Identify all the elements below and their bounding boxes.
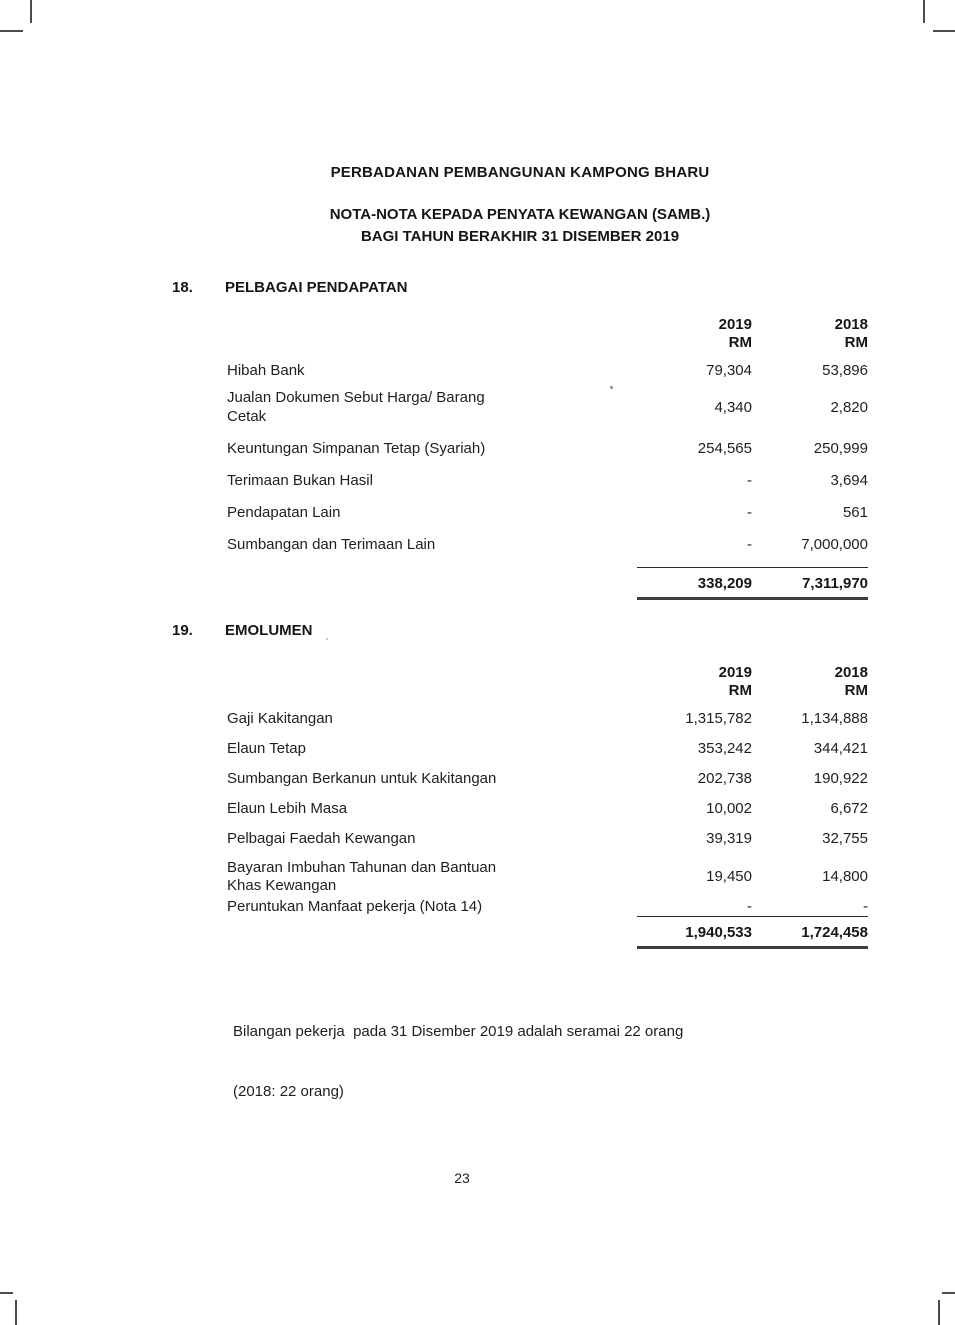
total-value-2018: 1,724,458: [801, 924, 868, 941]
section-18-number: 18.: [172, 279, 193, 296]
table-19-currency-2018: RM: [844, 682, 868, 699]
table-emolumen: [172, 664, 868, 949]
row-value-2019: 4,340: [714, 398, 752, 416]
row-value-2019: 254,565: [697, 440, 752, 457]
row-label: Pelbagai Faedah Kewangan: [227, 830, 416, 847]
scan-mark-top-right-vertical: [923, 0, 925, 23]
table-row: [172, 535, 868, 554]
scan-mark-top-right-horizontal: [933, 30, 955, 32]
row-value-2019: 353,242: [697, 740, 752, 757]
table-18-total-row: [637, 567, 868, 600]
row-label: Gaji Kakitangan: [227, 710, 333, 727]
row-value-2018: 1,134,888: [801, 710, 868, 727]
row-label: Terimaan Bukan Hasil: [227, 472, 373, 489]
section-19-title: EMOLUMEN: [225, 622, 313, 639]
document-subtitle-line1: NOTA-NOTA KEPADA PENYATA KEWANGAN (SAMB.): [329, 206, 711, 223]
row-value-2018: 561: [842, 504, 868, 521]
table-19-col-2019: 2019: [718, 664, 752, 681]
table-row: [172, 829, 868, 848]
row-value-2018: -: [863, 898, 868, 915]
page-number: 23: [454, 1170, 470, 1186]
row-value-2019: -: [747, 472, 752, 489]
row-value-2019: 19,450: [706, 868, 752, 885]
table-19-currency-2019: RM: [728, 682, 752, 699]
row-value-2018: 344,421: [813, 740, 868, 757]
row-value-2019: 39,319: [706, 830, 752, 847]
row-value-2019: 79,304: [706, 362, 752, 379]
row-value-2019: -: [747, 504, 752, 521]
section-19-number: 19.: [172, 622, 193, 639]
row-label: Sumbangan Berkanun untuk Kakitangan: [227, 770, 497, 787]
table-18-year-header-row: [172, 316, 868, 334]
scan-mark-bottom-left-horizontal: [0, 1292, 13, 1294]
table-19-year-header-row: [172, 664, 868, 682]
scan-mark-bottom-left-vertical: [15, 1300, 17, 1325]
table-row: [172, 439, 868, 458]
section-18-title: PELBAGAI PENDAPATAN: [225, 279, 408, 296]
row-value-2019: -: [747, 536, 752, 553]
table-pelbagai-pendapatan: [172, 316, 868, 600]
table-19-currency-header-row: [172, 682, 868, 700]
row-value-2018: 7,000,000: [801, 536, 868, 553]
row-value-2018: 190,922: [813, 770, 868, 787]
row-value-2018: 250,999: [813, 440, 868, 457]
row-label: Sumbangan dan Terimaan Lain: [227, 536, 436, 553]
table-row: [172, 471, 868, 490]
document-header: [172, 163, 868, 246]
row-label: Keuntungan Simpanan Tetap (Syariah): [227, 440, 486, 457]
table-18-currency-header-row: [172, 334, 868, 352]
scan-mark-top-left-horizontal: [0, 30, 23, 32]
row-value-2018: 14,800: [822, 868, 868, 885]
total-value-2019: 1,940,533: [685, 924, 752, 941]
table-row: [172, 799, 868, 818]
row-value-2018: 6,672: [830, 800, 868, 817]
total-value-2019: 338,209: [697, 575, 752, 592]
table-row: [172, 859, 868, 895]
table-row: [172, 897, 868, 916]
table-row: [172, 739, 868, 758]
table-19-col-2018: 2018: [834, 664, 868, 681]
row-label: Jualan Dokumen Sebut Harga/ Barang Cetak: [227, 389, 485, 425]
section-18-heading: [172, 278, 868, 297]
table-18-currency-2019: RM: [728, 334, 752, 351]
scan-mark-top-left-vertical: [30, 0, 32, 23]
document-content: [172, 163, 868, 1142]
section-19-heading: [172, 621, 868, 640]
table-18-col-2018: 2018: [834, 316, 868, 333]
note-line-2: (2018: 22 orang): [233, 1083, 344, 1100]
row-value-2018: 3,694: [830, 472, 868, 489]
document-subtitle-line2: BAGI TAHUN BERAKHIR 31 DISEMBER 2019: [360, 228, 680, 245]
table-18-currency-2018: RM: [844, 334, 868, 351]
table-row: [172, 388, 868, 426]
employee-count-note: [172, 982, 868, 1142]
row-label: Bayaran Imbuhan Tahunan dan Bantuan Khas Kewangan: [227, 859, 497, 894]
row-value-2019: -: [747, 898, 752, 915]
row-value-2019: 202,738: [697, 770, 752, 787]
table-row: [172, 769, 868, 788]
row-value-2018: 2,820: [830, 398, 868, 416]
row-label: Elaun Tetap: [227, 740, 306, 757]
row-label: Pendapatan Lain: [227, 504, 341, 521]
row-value-2019: 1,315,782: [685, 710, 752, 727]
row-label: Elaun Lebih Masa: [227, 800, 348, 817]
row-label: Hibah Bank: [227, 362, 305, 379]
table-row: [172, 503, 868, 522]
row-label: Peruntukan Manfaat pekerja (Nota 14): [227, 898, 483, 915]
total-value-2018: 7,311,970: [802, 575, 868, 592]
table-18-col-2019: 2019: [718, 316, 752, 333]
organization-title: PERBADANAN PEMBANGUNAN KAMPONG BHARU: [330, 164, 710, 181]
scan-mark-bottom-right-horizontal: [942, 1292, 955, 1294]
table-19-total-row: [637, 916, 868, 949]
scan-mark-bottom-right-vertical: [938, 1300, 940, 1325]
table-row: [172, 709, 868, 728]
row-value-2018: 53,896: [822, 362, 868, 379]
row-value-2018: 32,755: [822, 830, 868, 847]
note-line-1: Bilangan pekerja pada 31 Disember 2019 adalah seramai 22 orang: [233, 1023, 684, 1040]
row-value-2019: 10,002: [706, 800, 752, 817]
table-row: [172, 361, 868, 380]
